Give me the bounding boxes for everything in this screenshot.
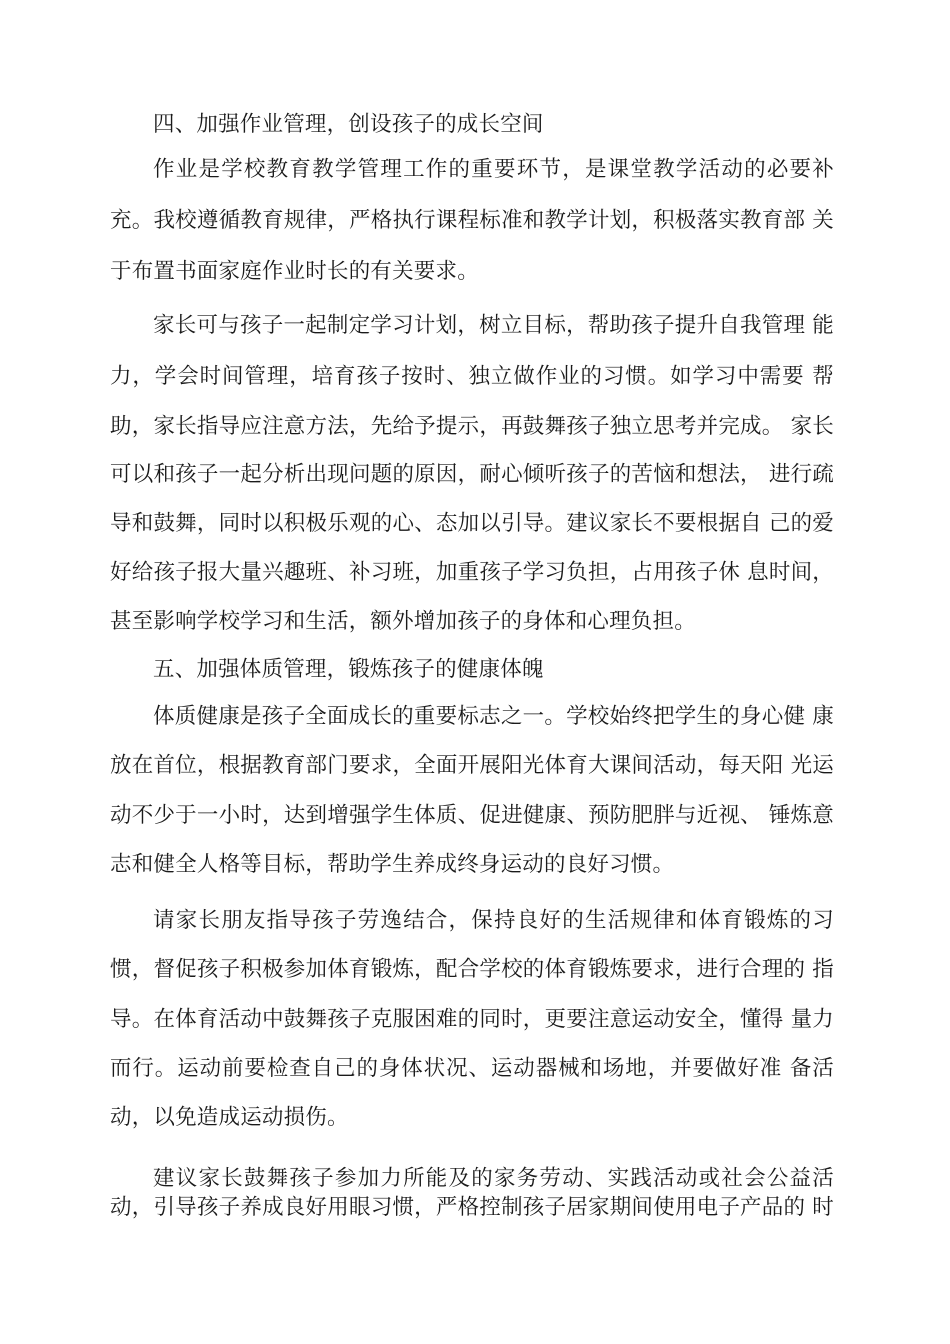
paragraph-line: 导和鼓舞，同时以积极乐观的心、态加以引导。建议家长不要根据自 己的爱 <box>110 511 834 536</box>
paragraph-line: 充。我校遵循教育规律，严格执行课程标准和教学计划，积极落实教育部 关 <box>110 208 834 233</box>
paragraph-line: 导。在体育活动中鼓舞孩子克服困难的同时，更要注意运动安全，懂得 量力 <box>110 1007 834 1032</box>
paragraph-line: 建议家长鼓舞孩子参加力所能及的家务劳动、实践活动或社会公益活 <box>153 1166 834 1191</box>
paragraph-line: 动不少于一小时，达到增强学生体质、促进健康、预防肥胖与近视、 锤炼意 <box>110 803 834 828</box>
paragraph-line: 惯，督促孩子积极参加体育锻炼，配合学校的体育锻炼要求，进行合理的 指 <box>110 957 834 982</box>
paragraph-line: 家长可与孩子一起制定学习计划，树立目标，帮助孩子提升自我管理 能 <box>153 313 834 338</box>
paragraph-line: 动，以免造成运动损伤。 <box>110 1105 349 1130</box>
paragraph-line: 好给孩子报大量兴趣班、补习班，加重孩子学习负担，占用孩子休 息时间， <box>110 560 834 585</box>
paragraph-line: 甚至影响学校学习和生活，额外增加孩子的身体和心理负担。 <box>110 609 696 634</box>
paragraph-line: 放在首位，根据教育部门要求，全面开展阳光体育大课间活动，每天阳 光运 <box>110 753 834 778</box>
paragraph-line: 体质健康是孩子全面成长的重要标志之一。学校始终把学生的身心健 康 <box>153 704 834 729</box>
paragraph-line: 于布置书面家庭作业时长的有关要求。 <box>110 259 479 284</box>
paragraph-line: 助，家长指导应注意方法，先给予提示，再鼓舞孩子独立思考并完成。 家长 <box>110 414 834 439</box>
paragraph-line: 动，引导孩子养成良好用眼习惯，严格控制孩子居家期间使用电子产品的 时 <box>110 1195 834 1220</box>
paragraph-line: 可以和孩子一起分析出现问题的原因，耐心倾听孩子的苦恼和想法， 进行疏 <box>110 462 834 487</box>
paragraph-line: 而行。运动前要检查自己的身体状况、运动器械和场地，并要做好准 备活 <box>110 1056 834 1081</box>
paragraph-line: 作业是学校教育教学管理工作的重要环节，是课堂教学活动的必要补 <box>153 157 834 182</box>
paragraph-line: 志和健全人格等目标，帮助学生养成终身运动的良好习惯。 <box>110 852 675 877</box>
section-heading-homework: 四、加强作业管理，创设孩子的成长空间 <box>153 112 544 137</box>
paragraph-line: 力，学会时间管理，培育孩子按时、独立做作业的习惯。如学习中需要 帮 <box>110 364 834 389</box>
section-heading-physical: 五、加强体质管理，锻炼孩子的健康体魄 <box>153 657 544 682</box>
paragraph-line: 请家长朋友指导孩子劳逸结合，保持良好的生活规律和体育锻炼的习 <box>153 908 834 933</box>
